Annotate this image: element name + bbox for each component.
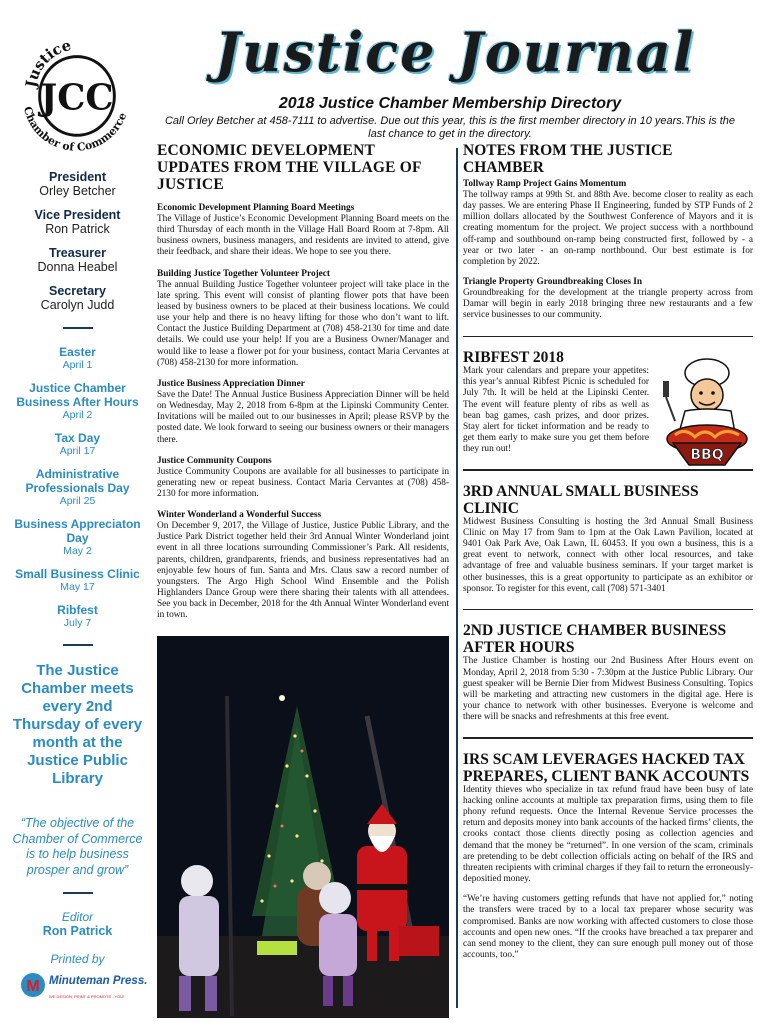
article-body: The Village of Justice’s Economic Development Planning Board meets on the third Thursday of each month in the Village Hall Board Room at 7-8pm. All business owners, business managers, and residents are invited to attend, give their feedback, and share their ideas. We hope to see you there.: [157, 214, 449, 258]
advertise-callout: Call Orley Betcher at 458-7111 to advertise. Due out this year, this is the first member directory in 10 years.This is the last chance to get in the directory.: [164, 115, 735, 140]
printed-by-label: Printed by: [50, 952, 105, 966]
event-date: May 17: [60, 581, 95, 593]
event-date: July 7: [63, 617, 92, 629]
article-body: Save the Date! The Annual Justice Business Appreciation Dinner will be held on Wednesday, May 2, 2018 from 6-8pm at the Lipinski Community Center. Invitations will be mailed out to our businesses in April; please RSVP by the posted date. We look forward to seeing our business owners or their managers there.: [157, 389, 449, 445]
officer-title: President: [49, 170, 106, 184]
article: [157, 379, 449, 446]
svg-text:M: M: [25, 978, 40, 995]
irs-scam-body: Identity thieves who specialize in tax refund fraud have been busy of late hacking online accounts at multiple tax preparation firms, using them to file phony refund requests. Once the Internal Revenue Service processes the return and deposits money into bank accounts of the hacked firms’ clients, the crooks contact those clients directly posing as collection agencies and demand that the money be “returned”. In one version of the scam, criminals are pretending to be debt collection officials acting on behalf of the IRS and threaten recipients with criminal charges if they fail to return the erroneously-depositied money.: [463, 784, 753, 885]
event-name: Tax Day: [54, 431, 101, 445]
article-title: Justice Community Coupons: [157, 455, 272, 466]
event-name: Easter: [59, 345, 96, 359]
events-calendar: [10, 345, 145, 630]
meeting-schedule: The Justice Chamber meets every 2nd Thursday of every month at the Justice Public Library: [12, 662, 143, 787]
newsletter-title: Justice Journal: [214, 20, 696, 84]
event-date: April 17: [59, 445, 96, 457]
event-name: Justice Chamber Business After Hours: [16, 381, 139, 409]
article-body: The tollway ramps at 99th St. and 88th Ave. become closer to reality as each day passes. We are entering Phase II Engineering, funded by STP Funds of 2 million dollars allocated by the Southwest Conference of Mayors and it is creating momentum for the project. We project success with a northbound off-ramp and southbound on-ramp being constructed first, followed by - a year or two later - an on-ramp northbound. Our best estimate is for completion by 2022.: [463, 190, 753, 267]
bbq-chef-illustration: [655, 351, 753, 471]
article-title: Building Justice Together Volunteer Project: [157, 268, 331, 279]
event-date: April 25: [59, 495, 96, 507]
article-title: Economic Development Planning Board Meetings: [157, 203, 355, 213]
article-title: Justice Business Appreciation Dinner: [157, 378, 305, 389]
article-title: Winter Wonderland a Wonderful Success: [157, 510, 322, 521]
clinic-body: Midwest Business Consulting is hosting the 3rd Annual Small Business Clinic on May 17 from 9am to 1pm at the Oak Lawn Pavilion, located at 9401 Oak Park Ave, Oak Lawn, IL 60453. If you own a business, this is a great event to network, connect with other local resources, and take advantage of free and valuable business seminars. If your target market is other businesses, this is a great opportunity to participate as an exhibitor or sponsor. To register for this event, call (708) 571-3401: [463, 516, 753, 594]
event-date: April 2: [62, 409, 93, 421]
event-name: Ribfest: [57, 603, 98, 617]
logo-letters: JCC: [40, 77, 114, 119]
article: [157, 510, 449, 621]
editor-name: Ron Patrick: [42, 924, 113, 938]
officers-list: [10, 170, 145, 313]
clinic-heading: 3RD ANNUAL SMALL BUSINESS CLINIC: [463, 482, 699, 517]
event-name: Business Appreciaton Day: [14, 517, 141, 545]
ribfest-article: [463, 349, 753, 464]
ribfest-body: Mark your calendars and prepare your appetites: this year’s annual Ribfest Picnic is scheduled for July 7th. It will be held at the Lipinski Center. The event will feature plenty of ribs as well as bean bag games, cash prizes, and door prizes. Stay alert for ticket information and be ready to get them early to make sure you get them before they run out!: [463, 366, 649, 455]
officer-name: Orley Betcher: [39, 184, 116, 198]
officer-title: Vice President: [34, 208, 121, 222]
divider: [63, 327, 93, 329]
newsletter-subtitle: 2018 Justice Chamber Membership Directory: [278, 95, 622, 112]
article-body: Groundbreaking for the development at the triangle property across from Damar will begin in early 2018 bringing three new restaurants and a few service businesses to our community.: [463, 288, 753, 321]
article: [157, 203, 449, 259]
village-updates-heading: ECONOMIC DEVELOPMENT UPDATES FROM THE VILLAGE OF JUSTICE: [157, 142, 422, 193]
article-body: Justice Community Coupons are available for all businesses to participate in generating new or repeat business. Contact Maria Cervantes at (708) 458-2130 for more information.: [157, 466, 449, 499]
logo-top-text: Justice: [22, 36, 74, 89]
divider: [63, 892, 93, 894]
officer-title: Treasurer: [49, 246, 106, 260]
notes-heading: NOTES FROM THE JUSTICE CHAMBER: [463, 142, 673, 176]
divider: [463, 609, 753, 611]
officer-name: Carolyn Judd: [40, 298, 115, 312]
after-hours-heading: 2ND JUSTICE CHAMBER BUSINESS AFTER HOURS: [463, 622, 727, 657]
officer-title: Secretary: [49, 284, 106, 298]
event-name: Small Business Clinic: [15, 567, 140, 581]
divider: [463, 737, 753, 739]
printer-tagline: WE DESIGN, PRINT & PROMOTE...YOU!: [48, 994, 124, 999]
officer-name: Ron Patrick: [45, 222, 110, 236]
village-updates-column: [157, 142, 449, 622]
chamber-logo: [18, 30, 136, 155]
after-hours-body: The Justice Chamber is hosting our 2nd Business After Hours event on Monday, April 2, 2018 from 5:30 - 7:30pm at the Justice Public Library. Our guest speaker will be Bernie Dier from Midwest Business Consulting. Topics will be marketing and attracting new customers in the digital age. Here is your chance to network with other businesses. Everyone is welcome and there will be snacks and refreshments at this free event.: [463, 656, 753, 723]
winter-wonderland-photo: [157, 636, 449, 1018]
article-body: The annual Building Justice Together volunteer project will take place in the late spring. This event will consist of planting flower pots that have been leased by business owners to be placed at their business locations. We could use your help and there is no heavy lifting for those who don’t want to lift. Contact the Justice Building Department at (708) 458-2130 for time and date details. We could use your help! If you are a Business Owner/Manager and would like to lease a flower pot for your business, contact Maria Cervantes at (708) 458-2130 for more information.: [157, 279, 449, 368]
officer-name: Donna Heabel: [37, 260, 118, 274]
event-name: Administrative Professionals Day: [25, 467, 130, 495]
chamber-notes-column: [463, 142, 753, 961]
article-title: Triangle Property Groundbreaking Closes In: [463, 277, 643, 288]
bbq-sign-text: BBQ: [690, 447, 724, 464]
logo-bottom-text: Chamber of Commerce: [20, 105, 130, 154]
irs-scam-heading: IRS SCAM LEVERAGES HACKED TAX PREPARES, CLIENT BANK ACCOUNTS: [463, 750, 750, 785]
editor-label: Editor: [61, 910, 94, 924]
event-date: May 2: [63, 545, 92, 557]
minuteman-press-logo: [19, 970, 147, 1002]
sidebar: [10, 170, 145, 1002]
column-divider: [456, 148, 458, 1008]
irs-scam-body-quote: “We’re having customers getting refunds that have not applied for,” noting the transfers were traced by to a local tax preparer whose security was compromised. Banks are now working with affected customers to close those accounts and open new ones. “If the crooks have breached a tax preparer and can send money to the client, they can sure enough pull money out of those accounts, too.”: [463, 894, 753, 961]
event-date: April 1: [62, 359, 93, 371]
article: [157, 456, 449, 500]
divider: [63, 644, 93, 646]
article-body: On December 9, 2017, the Village of Justice, Justice Public Library, and the Justice Park District together held their 3rd Annual Winter Wonderland joint event in all three locations surrounding Commissioner’s Park. All residents, parents, children, grandparents, friends, and business representatives had an enjoyable few hours of fun. Santa and Mrs. Claus saw a record number of youngsters. The Argo High School Wind Ensemble and the Polish Highlanders Dance Group were there sharing their talents with all attendees. See you back in December, 2018 for the 4th Annual Winter Wonderland event in town.: [157, 521, 449, 621]
ribfest-heading: RIBFEST 2018: [463, 349, 564, 367]
printer-name: Minuteman Press.: [48, 975, 147, 987]
article: [157, 269, 449, 369]
article-title: Tollway Ramp Project Gains Momentum: [463, 179, 627, 189]
divider: [463, 336, 753, 338]
chamber-quote: “The objective of the Chamber of Commerce is to help business prosper and grow”: [12, 816, 143, 877]
